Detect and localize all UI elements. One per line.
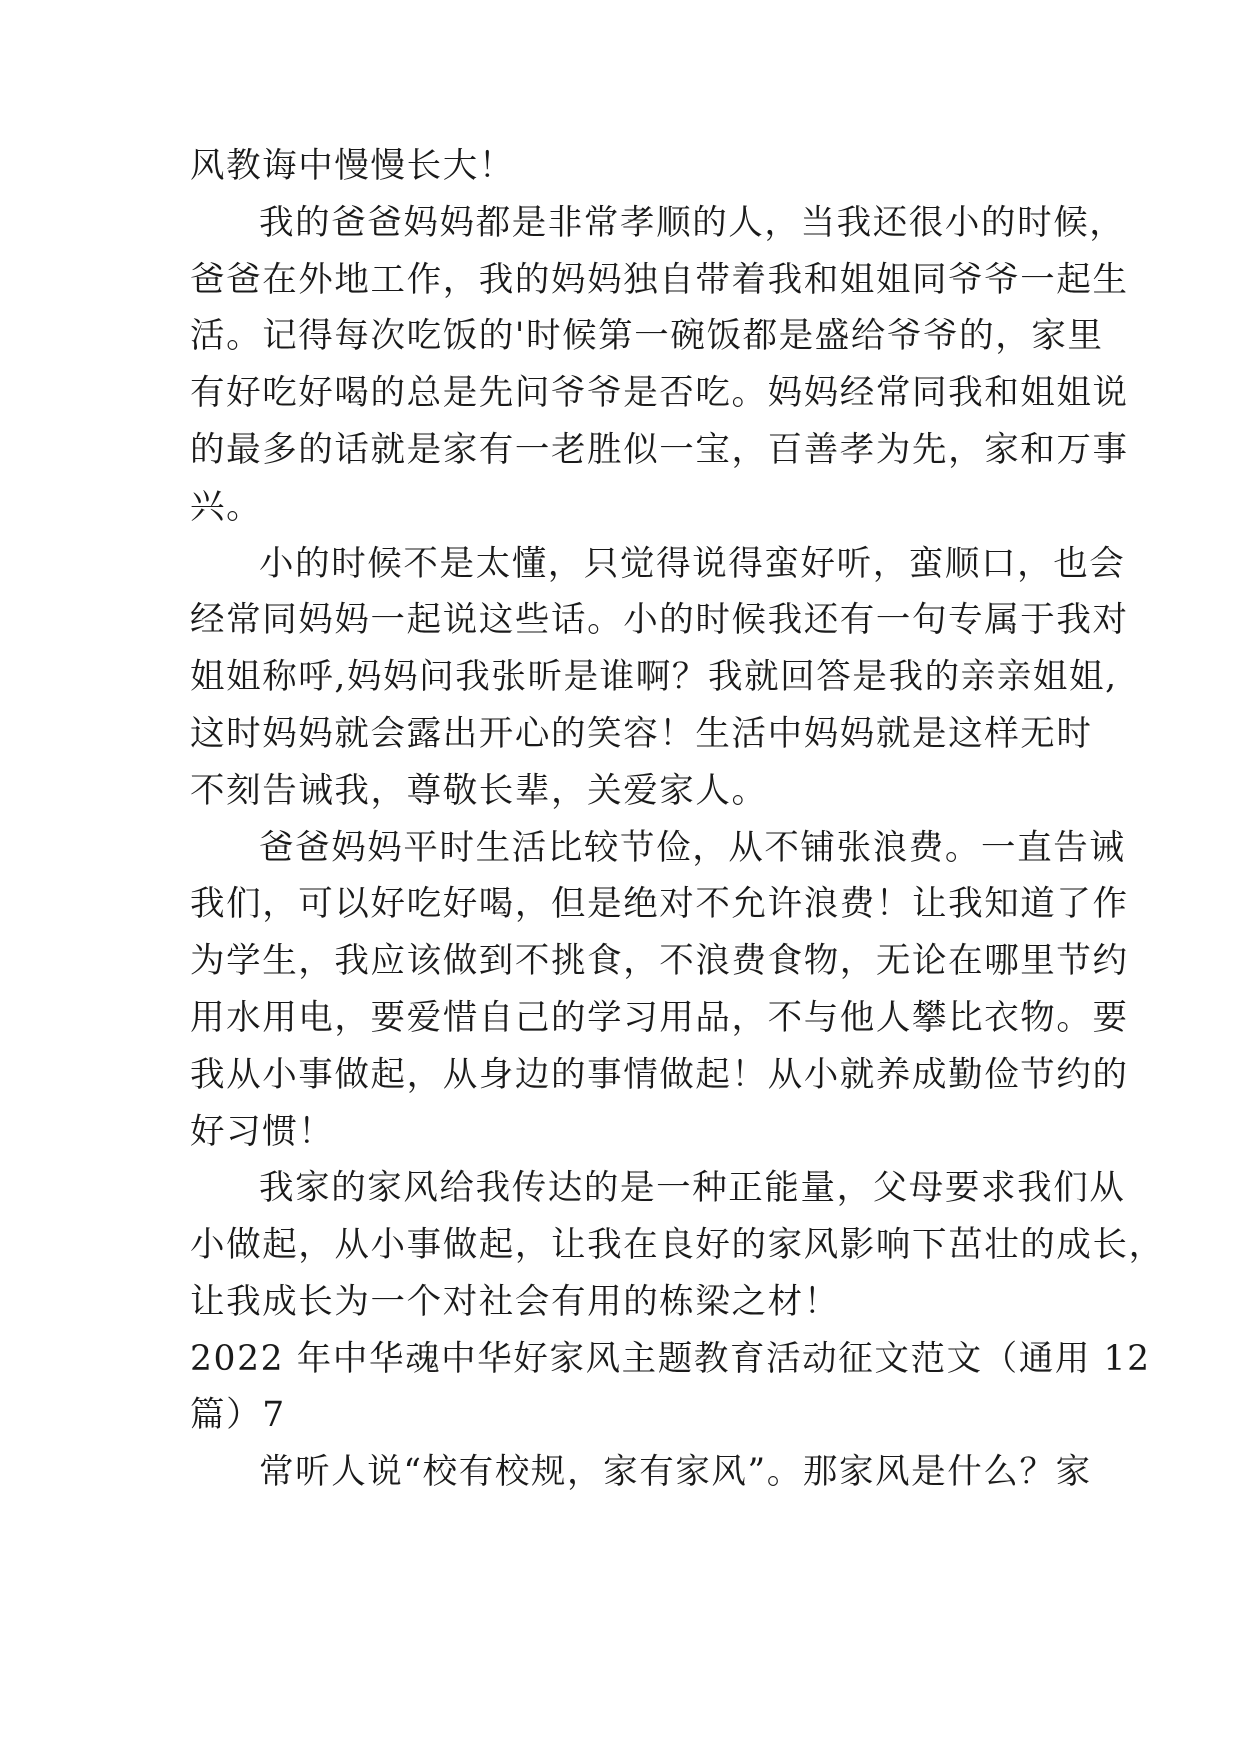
text-line: 爸爸妈妈平时生活比较节俭，从不铺张浪费。一直告诫 <box>259 828 1126 868</box>
text-line: 姐姐称呼,妈妈问我张昕是谁啊？我就回答是我的亲亲姐姐, <box>190 657 1118 697</box>
text-line: 我家的家风给我传达的是一种正能量，父母要求我们从 <box>259 1168 1126 1208</box>
section-heading: 2022 年中华魂中华好家风主题教育活动征文范文（通用 12 <box>190 1339 1151 1379</box>
text-line: 常听人说“校有校规，家有家风”。那家风是什么？家 <box>259 1452 1092 1492</box>
text-line: 活。记得每次吃饭的'时候第一碗饭都是盛给爷爷的，家里 <box>190 316 1104 356</box>
text-line: 我的爸爸妈妈都是非常孝顺的人，当我还很小的时候， <box>259 203 1126 243</box>
text-line: 让我成长为一个对社会有用的栋梁之材！ <box>190 1282 840 1322</box>
text-line: 用水用电，要爱惜自己的学习用品，不与他人攀比衣物。要 <box>190 998 1129 1038</box>
text-line: 我从小事做起，从身边的事情做起！从小就养成勤俭节约的 <box>190 1055 1129 1095</box>
text-line: 有好吃好喝的总是先问爷爷是否吃。妈妈经常同我和姐姐说 <box>190 373 1129 413</box>
text-line: 爸爸在外地工作，我的妈妈独自带着我和姐姐同爷爷一起生 <box>190 260 1129 300</box>
text-line: 不刻告诫我，尊敬长辈，关爱家人。 <box>190 771 768 811</box>
text-line: 经常同妈妈一起说这些话。小的时候我还有一句专属于我对 <box>190 600 1129 640</box>
text-line: 风教诲中慢慢长大！ <box>190 146 515 186</box>
text-line: 小的时候不是太懂，只觉得说得蛮好听，蛮顺口，也会 <box>259 544 1126 584</box>
text-line: 为学生，我应该做到不挑食，不浪费食物，无论在哪里节约 <box>190 941 1129 981</box>
section-heading: 篇）7 <box>190 1395 286 1435</box>
text-line: 的最多的话就是家有一老胜似一宝，百善孝为先，家和万事 <box>190 430 1129 470</box>
text-line: 这时妈妈就会露出开心的笑容！生活中妈妈就是这样无时 <box>190 714 1093 754</box>
text-line: 好习惯！ <box>190 1112 335 1152</box>
text-line: 兴。 <box>190 487 263 527</box>
text-line: 小做起，从小事做起，让我在良好的家风影响下茁壮的成长， <box>190 1225 1165 1265</box>
text-line: 我们，可以好吃好喝，但是绝对不允许浪费！让我知道了作 <box>190 884 1129 924</box>
